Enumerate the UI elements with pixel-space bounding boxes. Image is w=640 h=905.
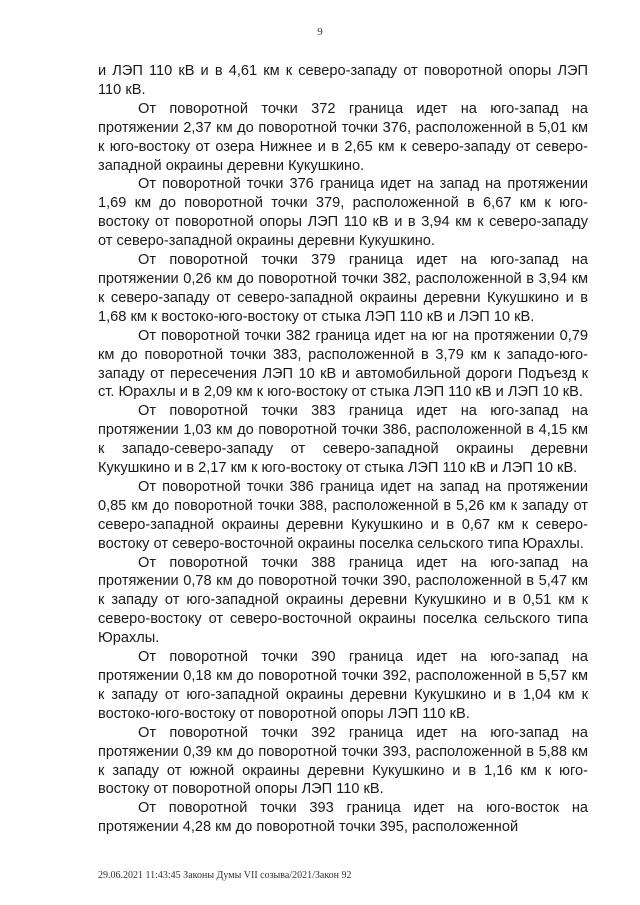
paragraph: От поворотной точки 388 граница идет на юго-запад на протяжении 0,78 км до поворотной точки 390, расположенной в 5,47 км к западу от юго-западной окраины деревни Кукушкино и в 0,51 км к северо-востоку от северо-восточной окраины поселка сельского типа Юрахлы. [98, 554, 588, 647]
paragraph: От поворотной точки 393 граница идет на юго-восток на протяжении 4,28 км до поворотной точки 395, расположенной [98, 800, 588, 836]
paragraph: От поворотной точки 379 граница идет на юго-запад на протяжении 0,26 км до поворотной точки 382, расположенной в 3,94 км к северо-западу от северо-западной окраины деревни Кукушкино и в 1,68 км к востоко-юго-востоку от стыка ЛЭП 110 кВ и ЛЭП 10 кВ. [98, 252, 588, 325]
paragraph: От поворотной точки 372 граница идет на юго-запад на протяжении 2,37 км до поворотной точки 376, расположенной в 5,01 км к юго-востоку от озера Нижнее и в 2,65 км к северо-западу от северо-западной окраины деревни Кукушкино. [98, 100, 588, 174]
paragraph: и ЛЭП 110 кВ и в 4,61 км к северо-западу от поворотной опоры ЛЭП 110 кВ. [98, 63, 588, 98]
page-number: 9 [317, 26, 323, 38]
paragraph: От поворотной точки 390 граница идет на юго-запад на протяжении 0,18 км до поворотной точки 392, расположенной в 5,57 км к западу от юго-западной окраины деревни Кукушкино и в 1,04 км к востоко-юго-востоку от поворотной опоры ЛЭП 110 кВ. [98, 649, 588, 722]
paragraph: От поворотной точки 382 граница идет на юг на протяжении 0,79 км до поворотной точки 383, расположенной в 3,79 км к западо-юго-западу от пересечения ЛЭП 10 кВ и автомобильной дороги Подъезд к ст. Юрахлы и в 2,09 км к юго-востоку от стыка ЛЭП 110 кВ и ЛЭП 10 кВ. [98, 327, 588, 401]
paragraph: От поворотной точки 376 граница идет на запад на протяжении 1,69 км до поворотной точки 379, расположенной в 6,67 км к юго-востоку от поворотной опоры ЛЭП 110 кВ и в 3,94 км к северо-западу от северо-западной окраины деревни Кукушкино. [98, 176, 588, 250]
document-body [98, 62, 588, 837]
paragraph: От поворотной точки 383 граница идет на юго-запад на протяжении 1,03 км до поворотной точки 386, расположенной в 4,15 км к западо-северо-западу от северо-западной окраины деревни Кукушкино и в 2,17 км к юго-востоку от стыка ЛЭП 110 кВ и ЛЭП 10 кВ. [98, 403, 588, 477]
page-footer: 29.06.2021 11:43:45 Законы Думы VII созыва/2021/Закон 92 [98, 870, 352, 881]
paragraph: От поворотной точки 392 граница идет на юго-запад на протяжении 0,39 км до поворотной точки 393, расположенной в 5,88 км к западу от южной окраины деревни Кукушкино и в 1,16 км к юго-востоку от поворотной опоры ЛЭП 110 кВ. [98, 724, 588, 798]
paragraph: От поворотной точки 386 граница идет на запад на протяжении 0,85 км до поворотной точки 388, расположенной в 5,26 км к западу от северо-западной окраины деревни Кукушкино и в 0,67 км к северо-востоку от северо-восточной окраины поселка сельского типа Юрахлы. [98, 478, 588, 552]
